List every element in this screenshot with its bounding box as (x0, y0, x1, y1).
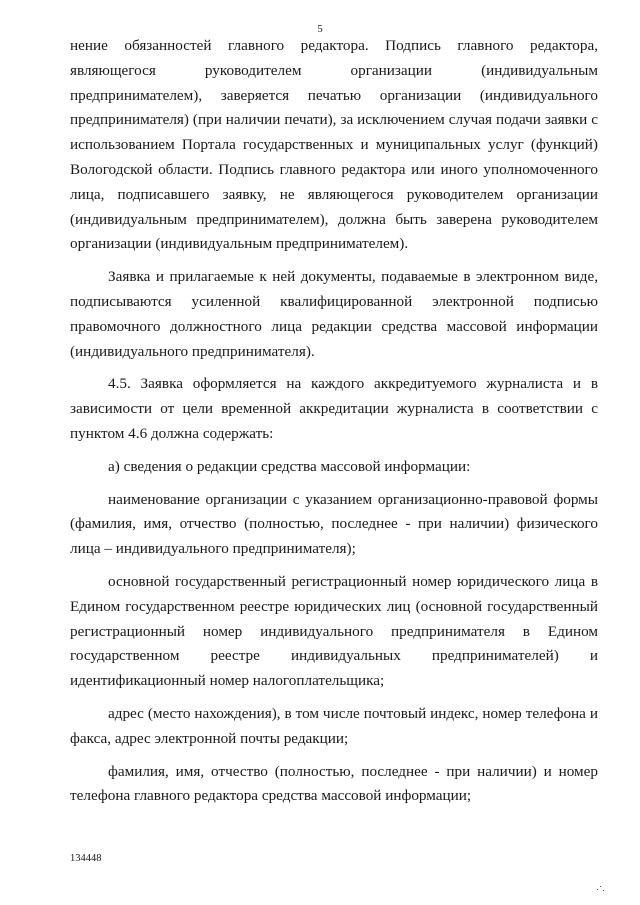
paragraph-electronic-signature: Заявка и прилагаемые к ней документы, подаваемые в электронном виде, подписываются усиленной квалифицированной электронной подписью правомочного должностного лица редакции средства массовой информации (индивидуального предпринимателя). (70, 268, 598, 360)
scan-mark (597, 884, 607, 892)
paragraph-continuation: нение обязанностей главного редактора. Подпись главного редактора, являющегося руководителем организации (индивидуальным предпринимателем), заверяется печатью организации (индивидуального предпринимателя) (при наличии печати), за исключением случая подачи заявки с использованием Портала государственных и муниципальных услуг (функций) Вологодской области. Подпись главного редактора или иного уполномоченного лица, подписавшего заявку, не являющегося руководителем организации (индивидуальным предпринимателем), должна быть заверена руководителем организации (индивидуальным предпринимателем). (70, 37, 598, 253)
paragraph-item-a: а) сведения о редакции средства массовой информации: (108, 457, 471, 475)
paragraph-4-5: 4.5. Заявка оформляется на каждого аккредитуемого журналиста и в зависимости от цели временной аккредитации журналиста в соответствии с пунктом 4.6 должна содержать: (70, 375, 598, 442)
paragraph-registration-number: основной государственный регистрационный номер юридического лица в Едином государственном реестре юридических лиц (основной государственный регистрационный номер индивидуального предпринимателя в Едином государственном реестре индивидуальных предпринимателей) и идентификационный номер налогоплательщика; (70, 572, 598, 690)
paragraph-address: адрес (место нахождения), в том числе почтовый индекс, номер телефона и факса, адрес электронной почты редакции; (70, 704, 598, 747)
paragraph-organization-name: наименование организации с указанием организационно-правовой формы (фамилия, имя, отчество (полностью, последнее - при наличии) физического лица – индивидуального предпринимателя); (70, 490, 598, 558)
document-id: 134448 (70, 853, 102, 864)
paragraph-editor-name: фамилия, имя, отчество (полностью, последнее - при наличии) и номер телефона главного редактора средства массовой информации; (70, 762, 598, 805)
page-number: 5 (317, 23, 323, 35)
document-body (70, 34, 598, 809)
